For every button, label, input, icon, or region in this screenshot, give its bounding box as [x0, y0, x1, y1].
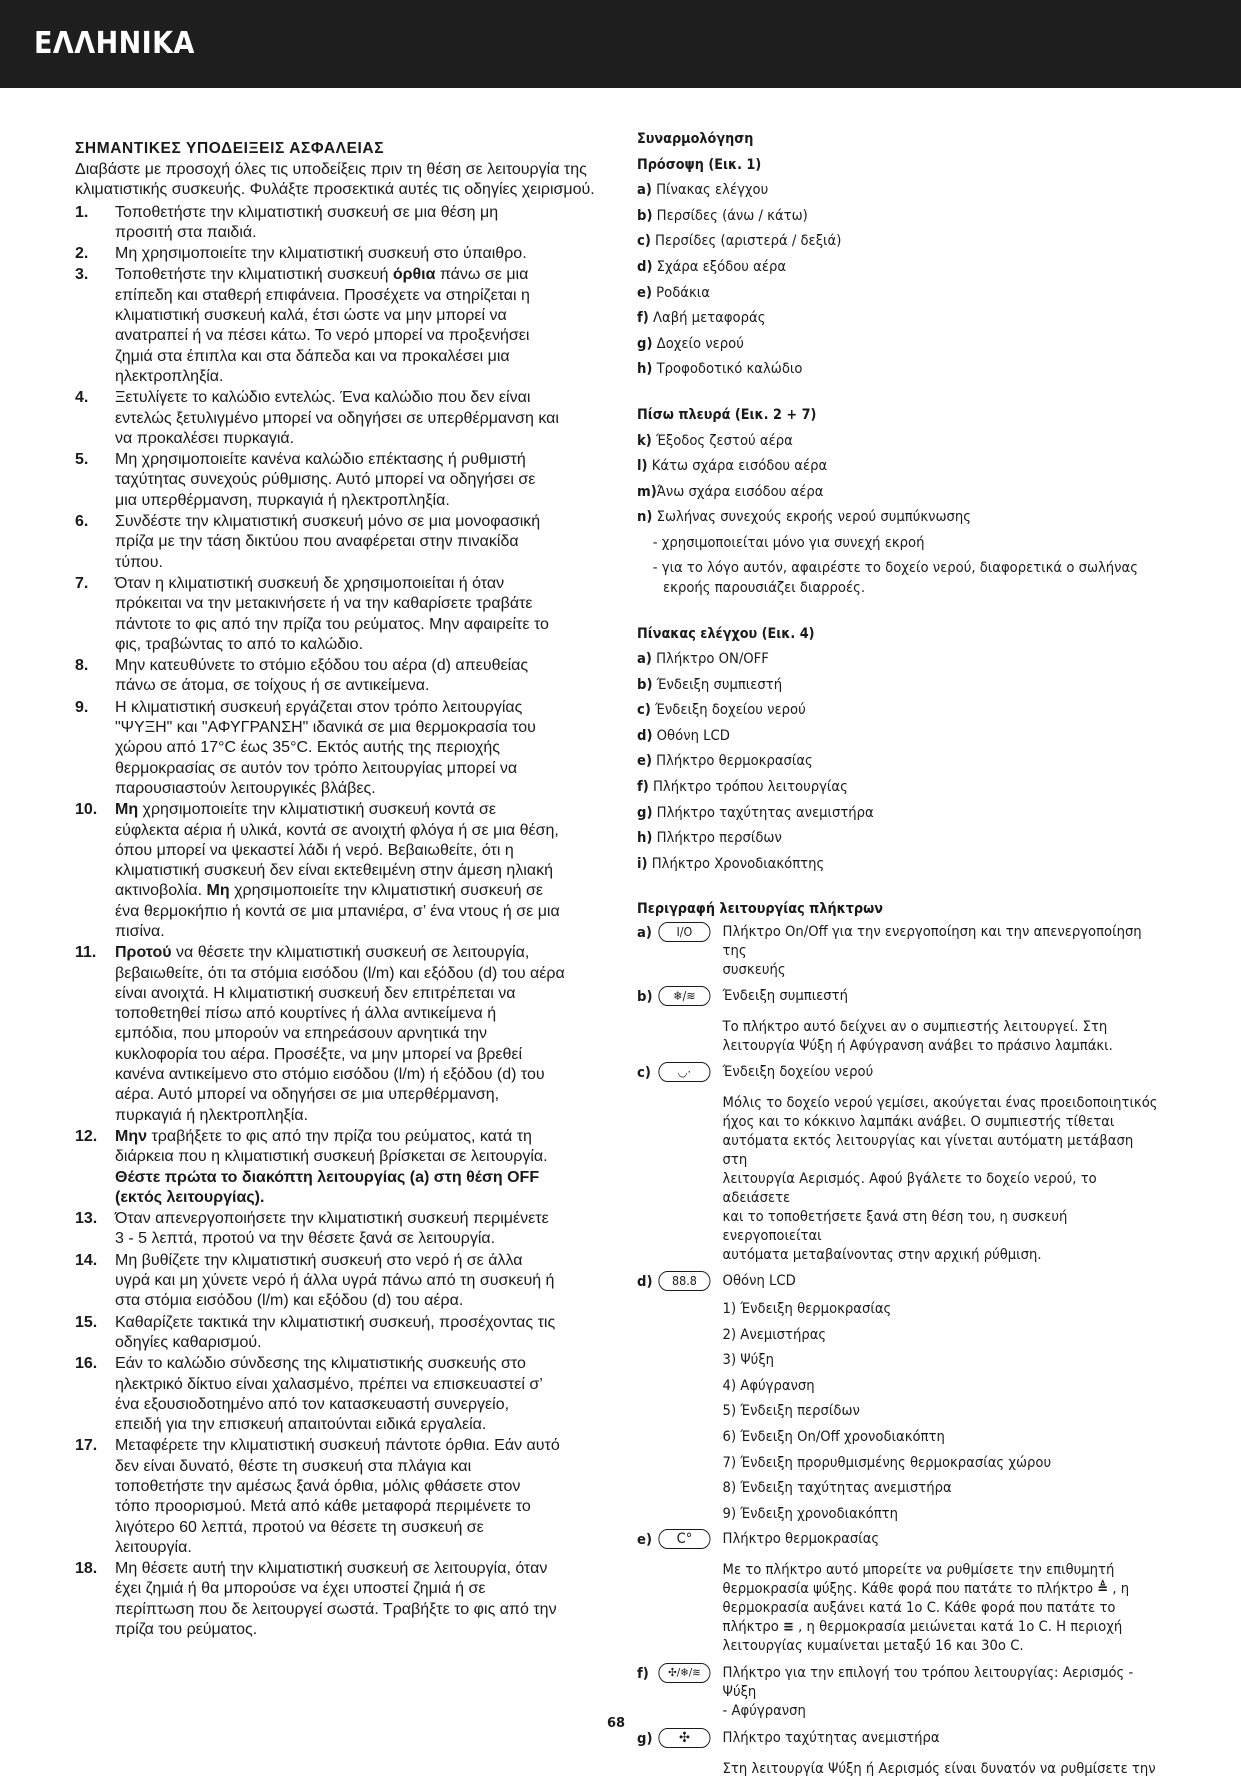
lcd-indicator-item: 1) Ένδειξη θερμοκρασίας [722, 1301, 892, 1318]
button-c-row [637, 1063, 1158, 1088]
safety-item-text: Μη χρησιμοποιείτε κανένα καλώδιο επέκτασης ή ρυθμιστή ταχύτητας συνεχούς ρύθμισης. Αυτό μπορεί να οδηγήσει σε μια υπερθέρμανση, πυρκαγιά ή ηλεκτροπληξία. [115, 451, 536, 509]
assembly-title: Συναρμολόγηση [637, 131, 754, 147]
safety-item-number: 14. [75, 1251, 98, 1269]
back-note-2-cont: εκροής παρουσιάζει διαρροές. [663, 579, 866, 596]
back-note-2: - για το λόγο αυτόν, αφαιρέστε το δοχείο νερού, διαφορετικά ο σωλήνας [652, 559, 1138, 576]
safety-item-number: 1. [75, 203, 89, 221]
button-e-desc-4: πλήκτρο ≡ , η θερμοκρασία μειώνεται κατά 1o C. Η περιοχή [722, 1619, 1123, 1636]
front-title: Πρόσοψη (Εικ. 1) [637, 156, 762, 173]
button-b-desc: Το πλήκτρο αυτό δείχνει αν ο συμπιεστής λειτουργεί. Στη λειτουργία Ψύξη ή Αφύγρανση ανάβει το πράσινο λαμπάκι. [722, 1019, 1113, 1055]
safety-item-text: Η κλιματιστική συσκευή εργάζεται στον τρόπο λειτουργίας "ΨΥΞΗ" και "ΑΦΥΓΡΑΝΣΗ" ιδανικά σε μια θερμοκρασία του χώρου από 17°C έως 35°C. Εκτός αυτής της περιοχής θερμοκρασίας σε αυτόν τον τρόπο λειτουργίας μπορεί να παρουσιαστούν λειτουργικές βλάβες. [115, 698, 536, 797]
safety-item [75, 388, 615, 449]
control-panel-item: f) Πλήκτρο τρόπου λειτουργίας [637, 779, 848, 796]
safety-item-text: Τοποθετήστε την κλιματιστική συσκευή σε μια θέση μη προσιτή στα παιδιά. [115, 203, 499, 241]
page-header [0, 0, 1241, 88]
safety-item-text: Μην κατευθύνετε το στόμιο εξόδου του αέρα (d) απευθείας πάνω σε άτομα, σε τοίχους ή σε αντικείμενα. [115, 657, 529, 695]
button-f-row [637, 1664, 1158, 1721]
back-part-item: k) Έξοδος ζεστού αέρα [637, 432, 793, 449]
button-e-desc-3: θερμοκρασία αυξάνει κατά 1o C. Κάθε φορά που πατάτε το [722, 1600, 1116, 1617]
water-tank-icon: ◡· [658, 1062, 710, 1082]
button-e-key: e) [637, 1532, 652, 1549]
safety-item-text: Συνδέστε την κλιματιστική συσκευή μόνο σε μια μονοφασική πρίζα με την τάση δικτύου που αναφέρεται στην πινακίδα τύπου. [115, 513, 541, 571]
safety-item-text: Προτού να θέσετε την κλιματιστική συσκευή σε λειτουργία, βεβαιωθείτε, ότι τα στόμια εισόδου (l/m) και εξόδου (d) του αέρα είναι ανοιχτά. Η κλιματιστική συσκευή δεν επιτρέπεται να τοποθετηθεί πίσω από κουρτίνες ή άλλα αντικείμενα ή εμπόδια, που μπορούν να επηρεάσουν αρνητικά την κυκλοφορία του αέρα. Προσέξτε, να μην μπορεί να βρεθεί κανένα αντικείμενο στο στόμιο εισόδου (l/m) ή εξόδου (d) του αέρα. Αυτό μπορεί να οδηγήσει σε μια υπερθέρμανση, πυρκαγιά ή ηλεκτροπληξία. [115, 944, 565, 1124]
lcd-indicator-item: 9) Ένδειξη χρονοδιακόπτη [722, 1505, 898, 1522]
safety-item-text: Μη χρησιμοποιείτε την κλιματιστική συσκευή στο ύπαιθρο. [115, 245, 527, 263]
lcd-indicator-item: 2) Ανεμιστήρας [722, 1326, 827, 1343]
safety-intro: Διαβάστε με προσοχή όλες τις υποδείξεις πριν τη θέση σε λειτουργία της κλιματιστικής συσκευής. Φυλάξτε προσεκτικά αυτές τις οδηγίες χειρισμού. [75, 161, 595, 199]
safety-item [75, 203, 615, 244]
safety-column [75, 139, 615, 1641]
lcd-indicator-item: 5) Ένδειξη περσίδων [722, 1403, 860, 1420]
safety-item-number: 16. [75, 1355, 98, 1373]
safety-item-number: 3. [75, 266, 89, 284]
safety-item-number: 4. [75, 389, 89, 407]
safety-item-number: 18. [75, 1560, 98, 1578]
safety-item-text: Μη βυθίζετε την κλιματιστική συσκευή στο νερό ή σε άλλα υγρά και μη χύνετε νερό ή άλλα υγρά πάνω από τη συσκευή ή στα στόμια εισόδου (l/m) και εξόδου (d) του αέρα. [115, 1251, 555, 1310]
assembly-column [637, 127, 1158, 1779]
safety-item [75, 698, 615, 799]
safety-item [75, 244, 615, 264]
button-e-desc-2: θερμοκρασία ψύξης. Κάθε φορά που πατάτε το πλήκτρο ≜ , η [722, 1581, 1130, 1598]
control-panel-item: a) Πλήκτρο ON/OFF [637, 651, 769, 668]
safety-item-text: Μην τραβήξετε το φις από την πρίζα του ρεύματος, κατά τη διάρκεια που η κλιματιστική συσκευή βρίσκεται σε λειτουργία. [115, 1127, 548, 1166]
safety-item-number: 10. [75, 801, 98, 819]
safety-item-text: Όταν η κλιματιστική συσκευή δε χρησιμοποιείται ή όταν πρόκειται να την μετακινήσετε ή να την καθαρίσετε τραβάτε πάντοτε το φις από την πρίζα του ρεύματος. Μην αφαιρείτε το φις, τραβώντας το από το καλώδιο. [115, 574, 549, 653]
safety-item-number: 15. [75, 1313, 98, 1331]
back-part-item: m)Άνω σχάρα εισόδου αέρα [637, 483, 824, 500]
front-parts-list [637, 178, 1158, 383]
button-g-desc: Στη λειτουργία Ψύξη ή Αερισμός είναι δυνατόν να ρυθμίσετε την [722, 1761, 1156, 1778]
safety-item-number: 11. [75, 944, 97, 962]
button-b-key: b) [637, 989, 653, 1006]
control-panel-item: b) Ένδειξη συμπιεστή [637, 676, 783, 693]
front-part-item: e) Ροδάκια [637, 284, 710, 301]
control-panel-list [637, 647, 1158, 877]
safety-item-text: Όταν απενεργοποιήσετε την κλιματιστική συσκευή περιμένετε 3 - 5 λεπτά, προτού να την θέσετε ξανά σε λειτουργία. [115, 1210, 549, 1248]
lcd-indicator-item: 3) Ψύξη [722, 1352, 775, 1369]
temp-up-icon: ≜ [1097, 1581, 1109, 1598]
safety-item [75, 800, 615, 942]
safety-item [75, 1354, 615, 1435]
safety-item [75, 512, 615, 573]
button-g-key: g) [637, 1731, 653, 1748]
control-panel-item: d) Οθόνη LCD [637, 727, 730, 744]
button-e-row [637, 1530, 1158, 1555]
back-part-item: l) Κάτω σχάρα εισόδου αέρα [637, 458, 828, 475]
lcd-indicator-item: 6) Ένδειξη On/Off χρονοδιακόπτη [722, 1429, 945, 1445]
button-d-row [637, 1272, 1158, 1297]
button-c-label: Ένδειξη δοχείου νερού [722, 1064, 874, 1081]
button-a-key: a) [637, 925, 652, 942]
button-f-label: Πλήκτρο για την επιλογή του τρόπου λειτουργίας: Αερισμός - Ψύξη - Αφύγρανση [722, 1665, 1134, 1720]
front-part-item: b) Περσίδες (άνω / κάτω) [637, 207, 808, 224]
safety-item-number: 12. [75, 1127, 98, 1145]
control-panel-item: h) Πλήκτρο περσίδων [637, 830, 782, 847]
safety-item-text: Μεταφέρετε την κλιματιστική συσκευή πάντοτε όρθια. Εάν αυτό δεν είναι δυνατό, θέστε τη συσκευή στα πλάγια και τοποθετήστε την αμέσως ξανά όρθια, μόλις φθάσετε στον τόπο προορισμού. Μετά από κάθε μεταφορά περιμένετε το λιγότερο 60 λεπτά, προτού να θέσετε τη συσκευή σε λειτουργία. [115, 1437, 560, 1556]
front-part-item: h) Τροφοδοτικό καλώδιο [637, 361, 803, 378]
safety-item-text: Καθαρίζετε τακτικά την κλιματιστική συσκευή, προσέχοντας τις οδηγίες καθαρισμού. [115, 1313, 556, 1351]
button-a-row [637, 923, 1158, 980]
lcd-indicator-list [637, 1297, 1158, 1527]
front-part-item: a) Πίνακας ελέγχου [637, 182, 769, 199]
button-d-label: Οθόνη LCD [722, 1273, 796, 1290]
front-part-item: c) Περσίδες (αριστερά / δεξιά) [637, 233, 842, 250]
control-panel-item: c) Ένδειξη δοχείου νερού [637, 702, 806, 719]
front-part-item: d) Σχάρα εξόδου αέρα [637, 258, 787, 275]
button-b-label: Ένδειξη συμπιεστή [722, 988, 848, 1005]
button-c-desc: Μόλις το δοχείο νερού γεμίσει, ακούγεται ένας προειδοποιητικός ήχος και το κόκκινο λαμπάκι ανάβει. Ο συμπιεστής τίθεται αυτόματα εκτός λειτουργίας και γίνεται αυτόματη μετάβαση στη λειτουργία Αερισμός. Αφού βγάλετε το δοχείο νερού, το αδειάσετε και το τοποθετήσετε ξανά στη θέση του, η συσκευή ενεργοποιείται αυτόματα μεταβαίνοντας στην αρχική ρύθμιση. [722, 1095, 1158, 1264]
front-part-item: f) Λαβή μεταφοράς [637, 310, 766, 327]
back-title: Πίσω πλευρά (Εικ. 2 + 7) [637, 406, 817, 423]
safety-item [75, 1436, 615, 1558]
safety-item-text: Εάν το καλώδιο σύνδεσης της κλιματιστικής συσκευής στο ηλεκτρικό δίκτυο είναι χαλασμένο, πρέπει να επισκευαστεί σ’ ένα εξουσιοδοτημένο από τον κατασκευαστή συνεργείο, επειδή για την επισκευή απαιτούνται ειδικά εργαλεία. [115, 1355, 543, 1434]
safety-item-text: Μη θέσετε αυτή την κλιματιστική συσκευή σε λειτουργία, όταν έχει ζημιά ή θα μπορούσε να έχει υποστεί ζημιά ή σε περίπτωση που δε λειτουργεί σωστά. Τραβήξτε το φις από την πρίζα του ρεύματος. [115, 1560, 557, 1639]
button-e-desc-1: Με το πλήκτρο αυτό μπορείτε να ρυθμίσετε την επιθυμητή [722, 1562, 1115, 1579]
safety-item-number: 2. [75, 245, 89, 263]
control-panel-item: e) Πλήκτρο θερμοκρασίας [637, 753, 813, 770]
power-icon: I/O [658, 922, 710, 942]
mode-icon: ✣/❄/≋ [658, 1663, 710, 1683]
lcd-indicator-item: 8) Ένδειξη ταχύτητας ανεμιστήρα [722, 1480, 952, 1497]
safety-item [75, 574, 615, 655]
safety-title: ΣΗΜΑΝΤΙΚΕΣ ΥΠΟΔΕΙΞΕΙΣ ΑΣΦΑΛΕΙΑΣ [75, 140, 385, 157]
safety-item [75, 1127, 615, 1208]
button-b-row [637, 987, 1158, 1012]
safety-item [75, 1209, 615, 1250]
back-parts-list [637, 429, 1158, 531]
safety-item-number: 8. [75, 657, 89, 675]
safety-item-number: 13. [75, 1210, 98, 1228]
safety-item [75, 1313, 615, 1354]
lcd-indicator-item: 7) Ένδειξη προρυθμισμένης θερμοκρασίας χώρου [722, 1454, 1052, 1471]
safety-item-number: 17. [75, 1437, 98, 1455]
back-part-item: n) Σωλήνας συνεχούς εκροής νερού συμπύκνωσης [637, 509, 972, 526]
safety-item [75, 265, 615, 387]
safety-item [75, 943, 615, 1126]
safety-item [75, 450, 615, 511]
language-title: ΕΛΛΗΝΙΚΑ [34, 26, 195, 61]
button-f-key: f) [637, 1666, 649, 1683]
safety-item-number: 5. [75, 451, 89, 469]
button-a-label: Πλήκτρο On/Off για την ενεργοποίηση και την απενεργοποίηση της συσκευής [722, 924, 1142, 979]
button-c-key: c) [637, 1065, 651, 1082]
control-panel-item: g) Πλήκτρο ταχύτητας ανεμιστήρα [637, 804, 874, 821]
button-description-title: Περιγραφή λειτουργίας πλήκτρων [637, 901, 883, 918]
temp-down-icon: ≡ [783, 1619, 794, 1636]
page-number: 68 [607, 1716, 626, 1731]
button-g-label: Πλήκτρο ταχύτητας ανεμιστήρα [722, 1730, 940, 1747]
button-g-row [637, 1729, 1158, 1754]
safety-item-warning: Θέστε πρώτα το διακόπτη λειτουργίας (a) στη θέση OFF (εκτός λειτουργίας). [115, 1168, 540, 1206]
button-e-label: Πλήκτρο θερμοκρασίας [722, 1531, 880, 1548]
lcd-indicator-item: 4) Αφύγρανση [722, 1377, 815, 1394]
safety-item-text: Τοποθετήστε την κλιματιστική συσκευή όρθια πάνω σε μια επίπεδη και σταθερή επιφάνεια. Προσέχετε να στηρίζεται η κλιματιστική συσκευή καλά, έτσι ώστε να μην μπορεί να ανατραπεί ή να πέσει κάτω. Το νερό μπορεί να προξενήσει ζημιά στα έπιπλα και στα δάπεδα και να προκαλέσει μια ηλεκτροπληξία. [115, 266, 530, 385]
temperature-icon: C° [658, 1529, 710, 1549]
lcd-display-icon: 88.8 [658, 1271, 710, 1291]
safety-item [75, 1559, 615, 1640]
back-note-1: - χρησιμοποιείται μόνο για συνεχή εκροή [652, 534, 925, 551]
safety-item [75, 656, 615, 697]
safety-item [75, 1251, 615, 1312]
safety-item-number: 6. [75, 513, 89, 531]
button-e-desc-5: λειτουργίας κυμαίνεται μεταξύ 16 και 30o C. [722, 1638, 1024, 1655]
safety-item-number: 9. [75, 698, 89, 716]
safety-item-number: 7. [75, 574, 89, 592]
safety-item-text: Μη χρησιμοποιείτε την κλιματιστική συσκευή κοντά σε εύφλεκτα αέρια ή υλικά, κοντά σε ανοιχτή φλόγα ή σε μια θέση, όπου μπορεί να ψεκαστεί λάδι ή νερό. Βεβαιωθείτε, ότι η κλιματιστική συσκευή δεν είναι εκτεθειμένη στην άμεση ηλιακή ακτινοβολία. Μη χρησιμοποιείτε την κλιματιστική συσκευή σε ένα θερμοκήπιο ή κοντά σε μια μπανιέρα, σ’ ένα ντους ή σε μια πισίνα. [115, 801, 560, 940]
front-part-item: g) Δοχείο νερού [637, 335, 744, 352]
control-panel-item: i) Πλήκτρο Χρονοδιακόπτης [637, 855, 825, 872]
fan-icon: ✣ [658, 1728, 710, 1748]
safety-item-text: Ξετυλίγετε το καλώδιο εντελώς. Ένα καλώδιο που δεν είναι εντελώς ξετυλιγμένο μπορεί να οδηγήσει σε υπερθέρμανση και να προκαλέσει πυρκαγιά. [115, 389, 559, 447]
panel-title: Πίνακας ελέγχου (Εικ. 4) [637, 625, 815, 642]
safety-list [75, 203, 615, 1641]
compressor-icon: ❄/≋ [658, 986, 710, 1006]
button-d-key: d) [637, 1274, 653, 1291]
